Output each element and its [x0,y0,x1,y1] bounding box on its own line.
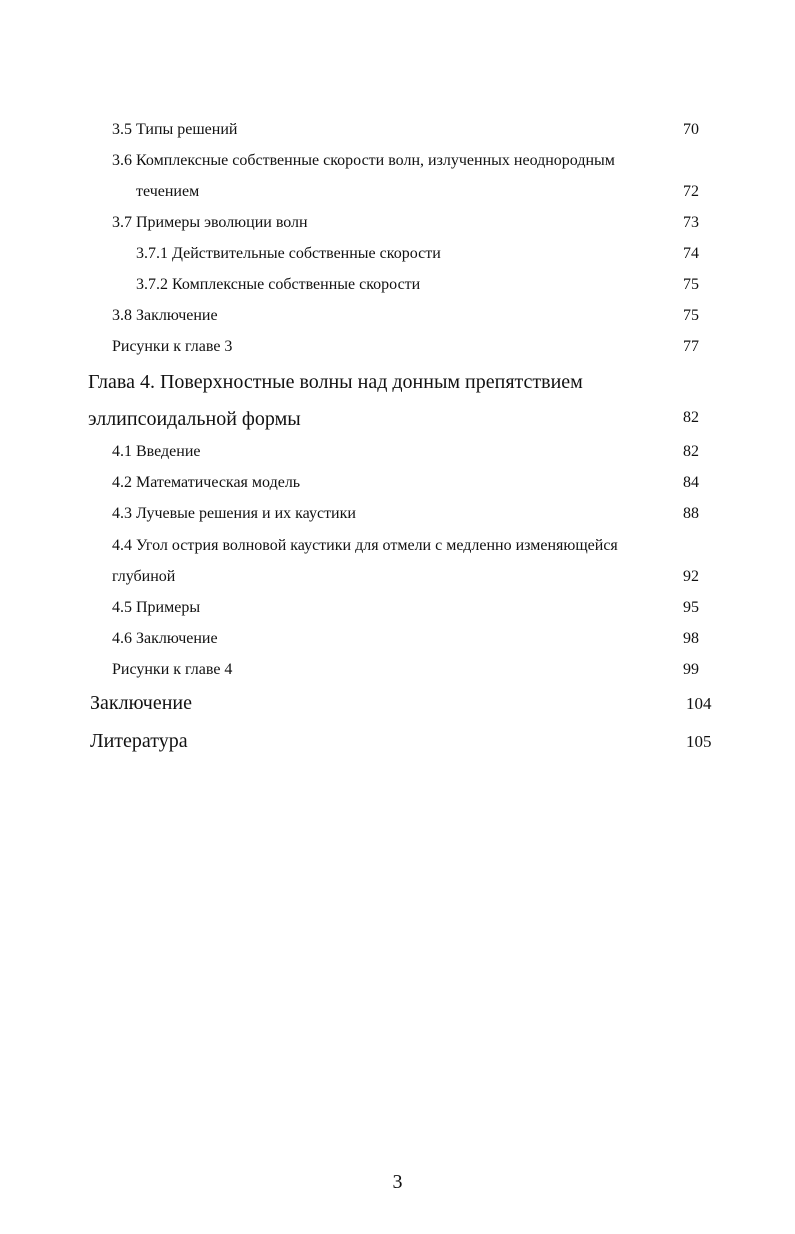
toc-entry-figures-4: Рисунки к главе 4 [112,661,233,678]
toc-entry-conclusion: Заключение [90,692,192,714]
toc-chapter-4-line2: эллипсоидальной формы [88,408,301,430]
toc-page-4-4: 92 [683,568,699,585]
toc-entry-3-5: 3.5 Типы решений [112,121,238,138]
toc-entry-4-4-line1: 4.4 Угол острия волновой каустики для отмели с медленно изменяющейся [112,537,618,554]
toc-entry-3-7: 3.7 Примеры эволюции волн [112,214,308,231]
toc-entry-3-8: 3.8 Заключение [112,307,218,324]
toc-entry-4-3: 4.3 Лучевые решения и их каустики [112,505,356,522]
toc-page-4-2: 84 [683,474,699,491]
toc-page-3-7-1: 74 [683,245,699,262]
toc-entry-3-6-line2: течением [136,183,200,200]
toc-page-4-5: 95 [683,599,699,616]
toc-page-literature: 105 [686,732,712,751]
toc-entry-4-6: 4.6 Заключение [112,630,218,647]
toc-entry-3-7-1: 3.7.1 Действительные собственные скорости [136,245,441,262]
toc-page-figures-4: 99 [683,661,699,678]
toc-page-4-1: 82 [683,443,699,460]
toc-page-conclusion: 104 [686,694,712,713]
toc-entry-figures-3: Рисунки к главе 3 [112,338,233,355]
toc-page-chapter-4: 82 [683,409,699,426]
toc-page-4-3: 88 [683,505,699,522]
toc-entry-4-5: 4.5 Примеры [112,599,201,616]
toc-entry-4-1: 4.1 Введение [112,443,201,460]
toc-chapter-4-line1: Глава 4. Поверхностные волны над донным препятствием [88,371,583,393]
toc-page-3-5: 70 [683,121,699,138]
toc-entry-3-6-line1: 3.6 Комплексные собственные скорости волн, излученных неоднородным [112,152,615,169]
toc-page-4-6: 98 [683,630,699,647]
toc-entry-literature: Литература [90,730,188,752]
toc-entry-4-2: 4.2 Математическая модель [112,474,301,491]
toc-entry-3-7-2: 3.7.2 Комплексные собственные скорости [136,276,421,293]
toc-page-3-8: 75 [683,307,699,324]
toc-page-3-6: 72 [683,183,699,200]
toc-page-figures-3: 77 [683,338,699,355]
toc-entry-4-4-line2: глубиной [112,568,176,585]
toc-page-3-7: 73 [683,214,699,231]
toc-page-3-7-2: 75 [683,276,699,293]
page-number: 3 [392,1171,403,1193]
